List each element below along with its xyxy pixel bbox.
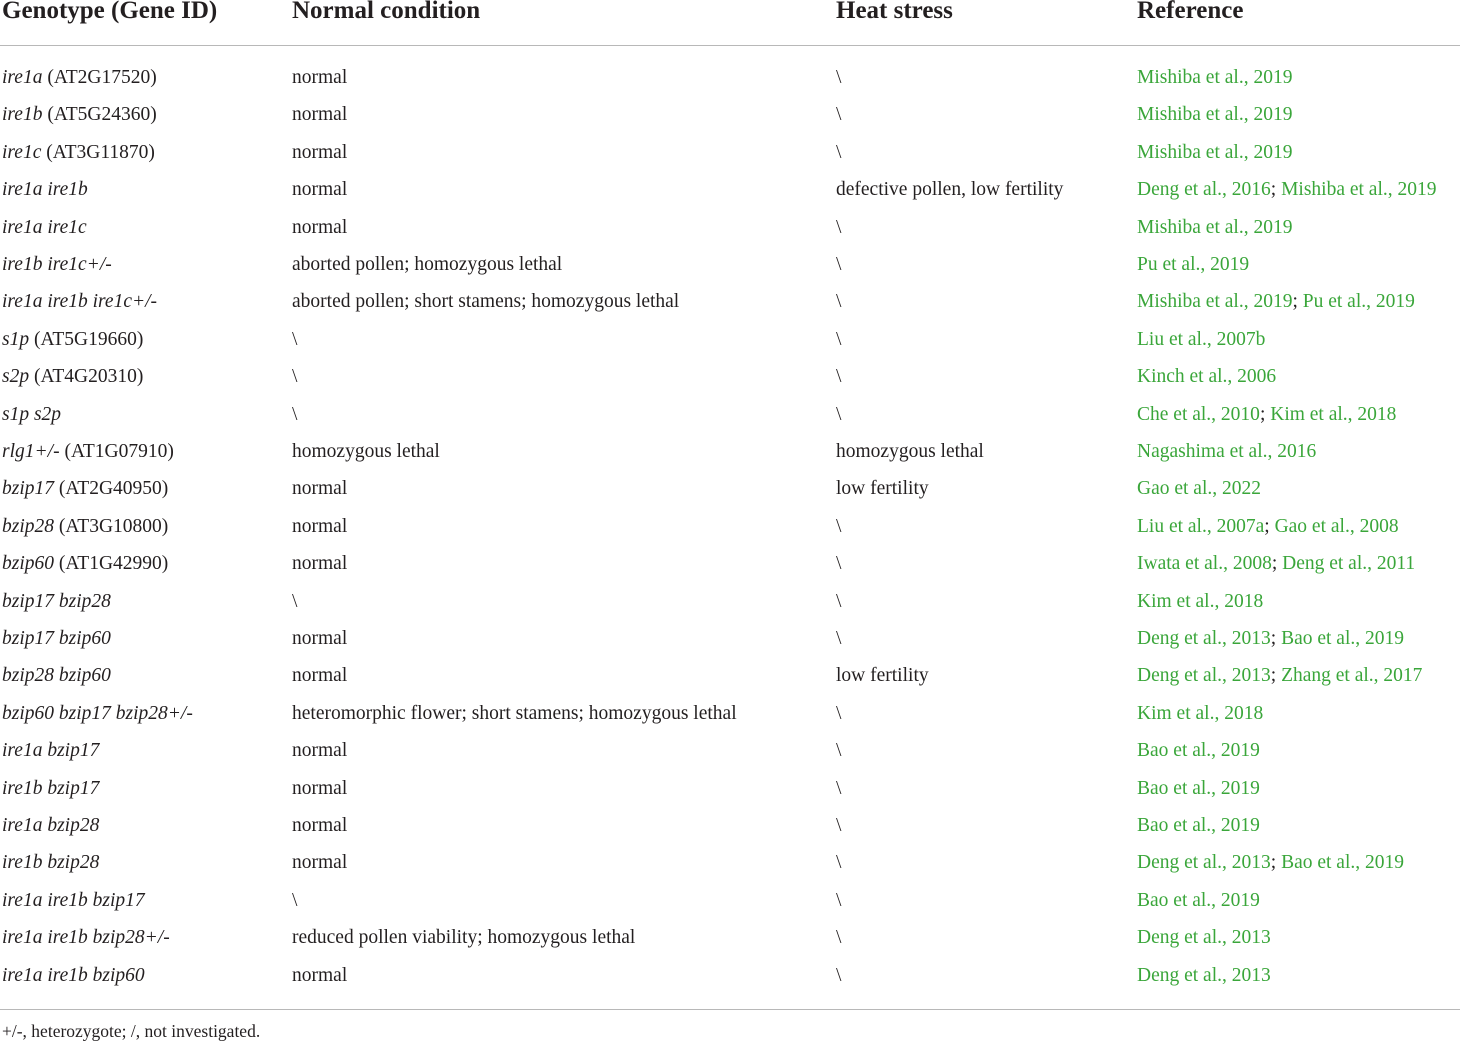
heat-stress-cell: \ [836, 254, 842, 275]
genotype-cell [2, 957, 145, 994]
heat-stress-cell: \ [836, 927, 842, 949]
reference-separator: ; [1270, 665, 1282, 687]
heat-stress-cell: \ [836, 104, 842, 126]
reference-separator: ; [1271, 553, 1283, 575]
genotype-name: ire1b ire1c+/- [2, 254, 112, 275]
normal-condition-cell: homozygous lethal [292, 441, 440, 462]
reference-link[interactable]: Bao et al., 2019 [1137, 889, 1260, 911]
genotype-cell [2, 620, 111, 657]
reference-separator: ; [1270, 179, 1282, 201]
genotype-cell [2, 919, 170, 956]
reference-link[interactable]: Bao et al., 2019 [1281, 628, 1404, 649]
reference-link[interactable]: Deng et al., 2013 [1137, 665, 1271, 687]
reference-cell [1137, 545, 1415, 582]
normal-condition-cell: normal [292, 740, 348, 762]
heat-stress-cell: \ [836, 740, 842, 762]
genotype-name: s1p [2, 328, 30, 350]
genotype-cell [2, 470, 168, 507]
gene-id: (AT2G17520) [42, 67, 157, 88]
table-row [0, 882, 1460, 919]
genotype-cell [2, 844, 99, 881]
normal-condition-cell: normal [292, 777, 348, 799]
reference-cell [1137, 695, 1263, 732]
table-row [0, 246, 1460, 283]
reference-link[interactable]: Kim et al., 2018 [1270, 403, 1397, 425]
heat-stress-cell: low fertility [836, 478, 929, 500]
gene-id: (AT1G42990) [54, 553, 169, 575]
genotype-cell [2, 283, 157, 320]
reference-cell [1137, 583, 1263, 620]
table-footnote: +/-, heterozygote; /, not investigated. [2, 1021, 261, 1041]
heat-stress-cell: \ [836, 141, 842, 163]
reference-link[interactable]: Liu et al., 2007a [1137, 515, 1265, 537]
reference-link[interactable]: Deng et al., 2013 [1137, 628, 1271, 649]
heat-stress-cell: homozygous lethal [836, 441, 984, 462]
table-row [0, 957, 1460, 994]
reference-link[interactable]: Deng et al., 2013 [1137, 852, 1271, 874]
heat-stress-cell: \ [836, 590, 842, 612]
reference-link[interactable]: Kinch et al., 2006 [1137, 366, 1277, 388]
reference-link[interactable]: Pu et al., 2019 [1302, 291, 1415, 313]
genotype-name: ire1a ire1b bzip28+/- [2, 927, 170, 949]
reference-link[interactable]: Kim et al., 2018 [1137, 590, 1264, 612]
genotype-name: bzip17 [2, 478, 55, 500]
table-row [0, 134, 1460, 171]
gene-id: (AT1G07910) [59, 441, 174, 462]
table-row [0, 470, 1460, 507]
genotype-cell [2, 134, 155, 171]
genotype-name: ire1a [2, 67, 43, 88]
normal-condition-cell: normal [292, 67, 348, 88]
reference-cell [1137, 283, 1415, 320]
heat-stress-cell: low fertility [836, 665, 929, 687]
normal-condition-cell: heteromorphic flower; short stamens; homozygous lethal [292, 702, 737, 724]
reference-separator: ; [1270, 628, 1282, 649]
heat-stress-cell: \ [836, 403, 842, 425]
reference-link[interactable]: Gao et al., 2008 [1274, 515, 1399, 537]
table-row [0, 545, 1460, 582]
normal-condition-cell: normal [292, 553, 348, 575]
table-row [0, 358, 1460, 395]
genotype-cell [2, 246, 112, 283]
reference-cell [1137, 508, 1399, 545]
genotype-name: s1p s2p [2, 403, 62, 425]
heat-stress-cell: \ [836, 964, 842, 986]
reference-link[interactable]: Bao et al., 2019 [1137, 740, 1260, 762]
genotype-cell [2, 508, 168, 545]
genotype-name: bzip60 [2, 553, 55, 575]
table-row [0, 807, 1460, 844]
normal-condition-cell: \ [292, 590, 298, 612]
heat-stress-cell: defective pollen, low fertility [836, 179, 1064, 201]
reference-cell [1137, 246, 1249, 283]
reference-link[interactable]: Iwata et al., 2008 [1137, 553, 1272, 575]
reference-cell [1137, 657, 1422, 694]
reference-link[interactable]: Nagashima et al., 2016 [1137, 441, 1317, 462]
reference-cell [1137, 171, 1437, 208]
table-row [0, 321, 1460, 358]
heat-stress-cell: \ [836, 702, 842, 724]
heat-stress-cell: \ [836, 515, 842, 537]
reference-separator: ; [1292, 291, 1303, 313]
genotype-cell [2, 545, 168, 582]
gene-id: (AT5G24360) [42, 104, 157, 126]
reference-link[interactable]: Mishiba et al., 2019 [1281, 179, 1437, 201]
genotype-name: bzip60 bzip17 bzip28+/- [2, 702, 193, 724]
reference-separator: ; [1259, 403, 1271, 425]
gene-id: (AT2G40950) [54, 478, 169, 500]
table-row [0, 396, 1460, 433]
normal-condition-cell: \ [292, 889, 298, 911]
normal-condition-cell: \ [292, 328, 298, 350]
reference-link[interactable]: Bao et al., 2019 [1137, 815, 1260, 836]
genotype-name: ire1b bzip17 [2, 777, 100, 799]
reference-link[interactable]: Mishiba et al., 2019 [1137, 216, 1293, 238]
heat-stress-cell: \ [836, 777, 842, 799]
reference-cell [1137, 732, 1260, 769]
reference-link[interactable]: Bao et al., 2019 [1281, 852, 1404, 874]
genotype-name: s2p [2, 366, 30, 388]
genotype-cell [2, 807, 99, 844]
table-row [0, 96, 1460, 133]
reference-separator: ; [1264, 515, 1275, 537]
genotype-name: ire1a ire1b bzip60 [2, 964, 145, 986]
normal-condition-cell: normal [292, 141, 348, 163]
heat-stress-cell: \ [836, 815, 842, 836]
genotype-name: ire1a ire1b bzip17 [2, 889, 145, 911]
reference-cell [1137, 620, 1404, 657]
table-row [0, 283, 1460, 320]
table-row [0, 732, 1460, 769]
normal-condition-cell: normal [292, 179, 348, 201]
footer-rule [0, 1009, 1460, 1010]
normal-condition-cell: normal [292, 216, 348, 238]
table-row [0, 844, 1460, 881]
genotype-cell [2, 882, 145, 919]
reference-cell [1137, 770, 1260, 807]
normal-condition-cell: \ [292, 366, 298, 388]
reference-link[interactable]: Deng et al., 2011 [1282, 553, 1416, 575]
heat-stress-cell: \ [836, 889, 842, 911]
heat-stress-cell: \ [836, 366, 842, 388]
genotype-name: rlg1+/- [2, 441, 60, 462]
normal-condition-cell: normal [292, 628, 348, 649]
genotype-cell [2, 770, 99, 807]
normal-condition-cell: normal [292, 964, 348, 986]
normal-condition-cell: normal [292, 815, 348, 836]
genotype-name: bzip28 [2, 515, 55, 537]
reference-link[interactable]: Kim et al., 2018 [1137, 702, 1264, 724]
genotype-name: ire1a ire1b ire1c+/- [2, 291, 158, 313]
reference-cell [1137, 957, 1271, 994]
genotype-cell [2, 433, 174, 470]
reference-cell [1137, 209, 1292, 246]
normal-condition-cell: normal [292, 852, 348, 874]
header-heat-stress: Heat stress [836, 0, 953, 24]
genotype-cell [2, 695, 193, 732]
table-row [0, 919, 1460, 956]
reference-link[interactable]: Mishiba et al., 2019 [1137, 141, 1293, 163]
gene-id: (AT4G20310) [29, 366, 144, 388]
normal-condition-cell: normal [292, 665, 348, 687]
reference-cell [1137, 358, 1276, 395]
heat-stress-cell: \ [836, 291, 842, 313]
table-row [0, 508, 1460, 545]
genotype-cell [2, 96, 157, 133]
table-row [0, 209, 1460, 246]
normal-condition-cell: aborted pollen; homozygous lethal [292, 254, 563, 275]
reference-link[interactable]: Zhang et al., 2017 [1281, 665, 1423, 687]
genotype-cell [2, 657, 111, 694]
heat-stress-cell: \ [836, 553, 842, 575]
header-rule [0, 45, 1460, 46]
reference-cell [1137, 396, 1396, 433]
table-row [0, 59, 1460, 96]
genotype-cell [2, 396, 61, 433]
genotype-name: ire1a ire1c [2, 216, 87, 238]
reference-cell [1137, 844, 1404, 881]
header-reference: Reference [1137, 0, 1244, 24]
reference-cell [1137, 433, 1316, 470]
reference-cell [1137, 882, 1260, 919]
reference-link[interactable]: Deng et al., 2013 [1137, 964, 1271, 986]
heat-stress-cell: \ [836, 852, 842, 874]
normal-condition-cell: normal [292, 515, 348, 537]
reference-link[interactable]: Liu et al., 2007b [1137, 328, 1266, 350]
normal-condition-cell: aborted pollen; short stamens; homozygous lethal [292, 291, 680, 313]
reference-separator: ; [1270, 852, 1282, 874]
table-row [0, 695, 1460, 732]
reference-link[interactable]: Deng et al., 2016 [1137, 179, 1271, 201]
genotype-cell [2, 732, 99, 769]
reference-link[interactable]: Mishiba et al., 2019 [1137, 67, 1293, 88]
heat-stress-cell: \ [836, 67, 842, 88]
genotype-cell [2, 59, 157, 96]
genotype-name: ire1b bzip28 [2, 852, 100, 874]
genotype-name: bzip17 bzip28 [2, 590, 111, 612]
genotype-name: ire1a ire1b [2, 179, 88, 201]
genotype-name: ire1a bzip17 [2, 740, 100, 762]
genotype-name: ire1b [2, 104, 43, 126]
reference-cell [1137, 807, 1260, 844]
reference-link[interactable]: Gao et al., 2022 [1137, 478, 1262, 500]
normal-condition-cell: reduced pollen viability; homozygous lethal [292, 927, 636, 949]
normal-condition-cell: normal [292, 478, 348, 500]
header-normal-condition: Normal condition [292, 0, 481, 24]
reference-link[interactable]: Mishiba et al., 2019 [1137, 104, 1293, 126]
genotype-cell [2, 358, 143, 395]
reference-link[interactable]: Pu et al., 2019 [1137, 254, 1250, 275]
heat-stress-cell: \ [836, 328, 842, 350]
header-genotype: Genotype (Gene ID) [2, 0, 218, 24]
reference-cell [1137, 96, 1292, 133]
reference-link[interactable]: Che et al., 2010 [1137, 403, 1260, 425]
reference-cell [1137, 919, 1271, 956]
reference-link[interactable]: Deng et al., 2013 [1137, 927, 1271, 949]
gene-id: (AT3G10800) [54, 515, 169, 537]
reference-link[interactable]: Bao et al., 2019 [1137, 777, 1260, 799]
genotype-name: bzip17 bzip60 [2, 628, 111, 649]
normal-condition-cell: \ [292, 403, 298, 425]
table-row [0, 583, 1460, 620]
genotype-cell [2, 171, 88, 208]
reference-cell [1137, 59, 1292, 96]
reference-cell [1137, 470, 1261, 507]
table-row [0, 657, 1460, 694]
reference-cell [1137, 321, 1265, 358]
reference-cell [1137, 134, 1292, 171]
genotype-name: bzip28 bzip60 [2, 665, 111, 687]
genotype-cell [2, 209, 87, 246]
reference-link[interactable]: Mishiba et al., 2019 [1137, 291, 1293, 313]
table-row [0, 433, 1460, 470]
genotype-name: ire1a bzip28 [2, 815, 100, 836]
table-row [0, 620, 1460, 657]
table-row [0, 171, 1460, 208]
gene-id: (AT5G19660) [29, 328, 144, 350]
table-row [0, 770, 1460, 807]
heat-stress-cell: \ [836, 628, 842, 649]
normal-condition-cell: normal [292, 104, 348, 126]
gene-id: (AT3G11870) [41, 141, 155, 163]
heat-stress-cell: \ [836, 216, 842, 238]
genotype-name: ire1c [2, 141, 42, 163]
genotype-cell [2, 583, 111, 620]
genotype-cell [2, 321, 143, 358]
